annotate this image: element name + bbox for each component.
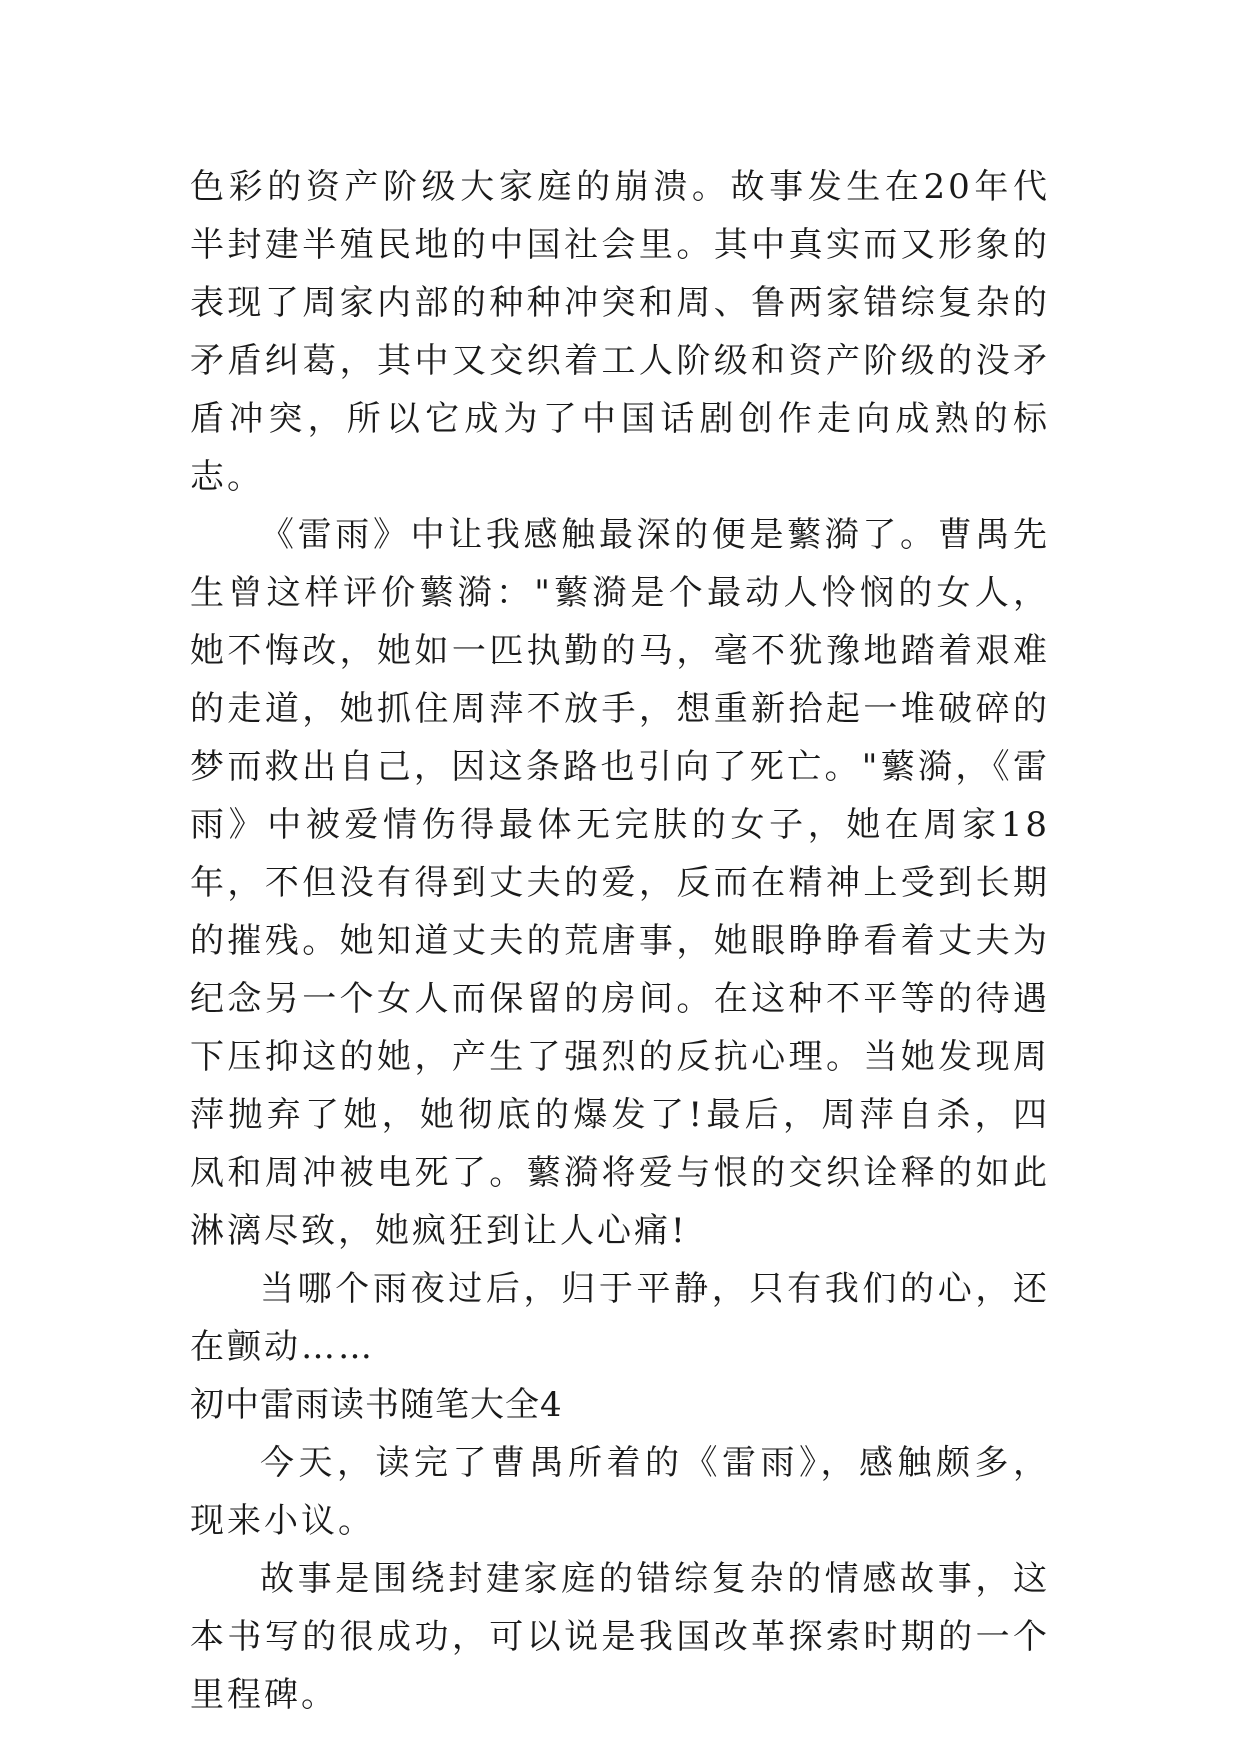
section-heading: 初中雷雨读书随笔大全4 — [190, 1385, 563, 1425]
paragraph-continued-intro: 色彩的资产阶级大家庭的崩溃。故事发生在20年代半封建半殖民地的中国社会里。其中真实而又形象的表现了周家内部的种种冲突和周、鲁两家错综复杂的矛盾纠葛，其中又交织着工人阶级和资产阶级的没矛盾冲突，所以它成为了中国话剧创作走向成熟的标志。 — [190, 167, 1050, 497]
paragraph-section-story: 故事是围绕封建家庭的错综复杂的情感故事，这本书写的很成功，可以说是我国改革探索时期的一个里程碑。 — [190, 1559, 1050, 1715]
paragraph-section-opening: 今天，读完了曹禺所着的《雷雨》，感触颇多，现来小议。 — [190, 1443, 1050, 1541]
paragraph-fanyi-analysis: 《雷雨》中让我感触最深的便是蘩漪了。曹禺先生曾这样评价蘩漪："蘩漪是个最动人怜悯的女人，她不悔改，她如一匹执勤的马，毫不犹豫地踏着艰难的走道，她抓住周萍不放手，想重新拾起一堆破碎的梦而救出自己，因这条路也引向了死亡。"蘩漪，《雷雨》中被爱情伤得最体无完肤的女子，她在周家18年，不但没有得到丈夫的爱，反而在精神上受到长期的摧残。她知道丈夫的荒唐事，她眼睁睁看着丈夫为纪念另一个女人而保留的房间。在这种不平等的待遇下压抑这的她，产生了强烈的反抗心理。当她发现周萍抛弃了她，她彻底的爆发了!最后，周萍自杀，四凤和周冲被电死了。蘩漪将爱与恨的交织诠释的如此淋漓尽致，她疯狂到让人心痛! — [190, 515, 1050, 1251]
document-body — [190, 158, 1050, 1724]
paragraph-closing-line: 当哪个雨夜过后，归于平静，只有我们的心，还在颤动…… — [190, 1269, 1050, 1367]
